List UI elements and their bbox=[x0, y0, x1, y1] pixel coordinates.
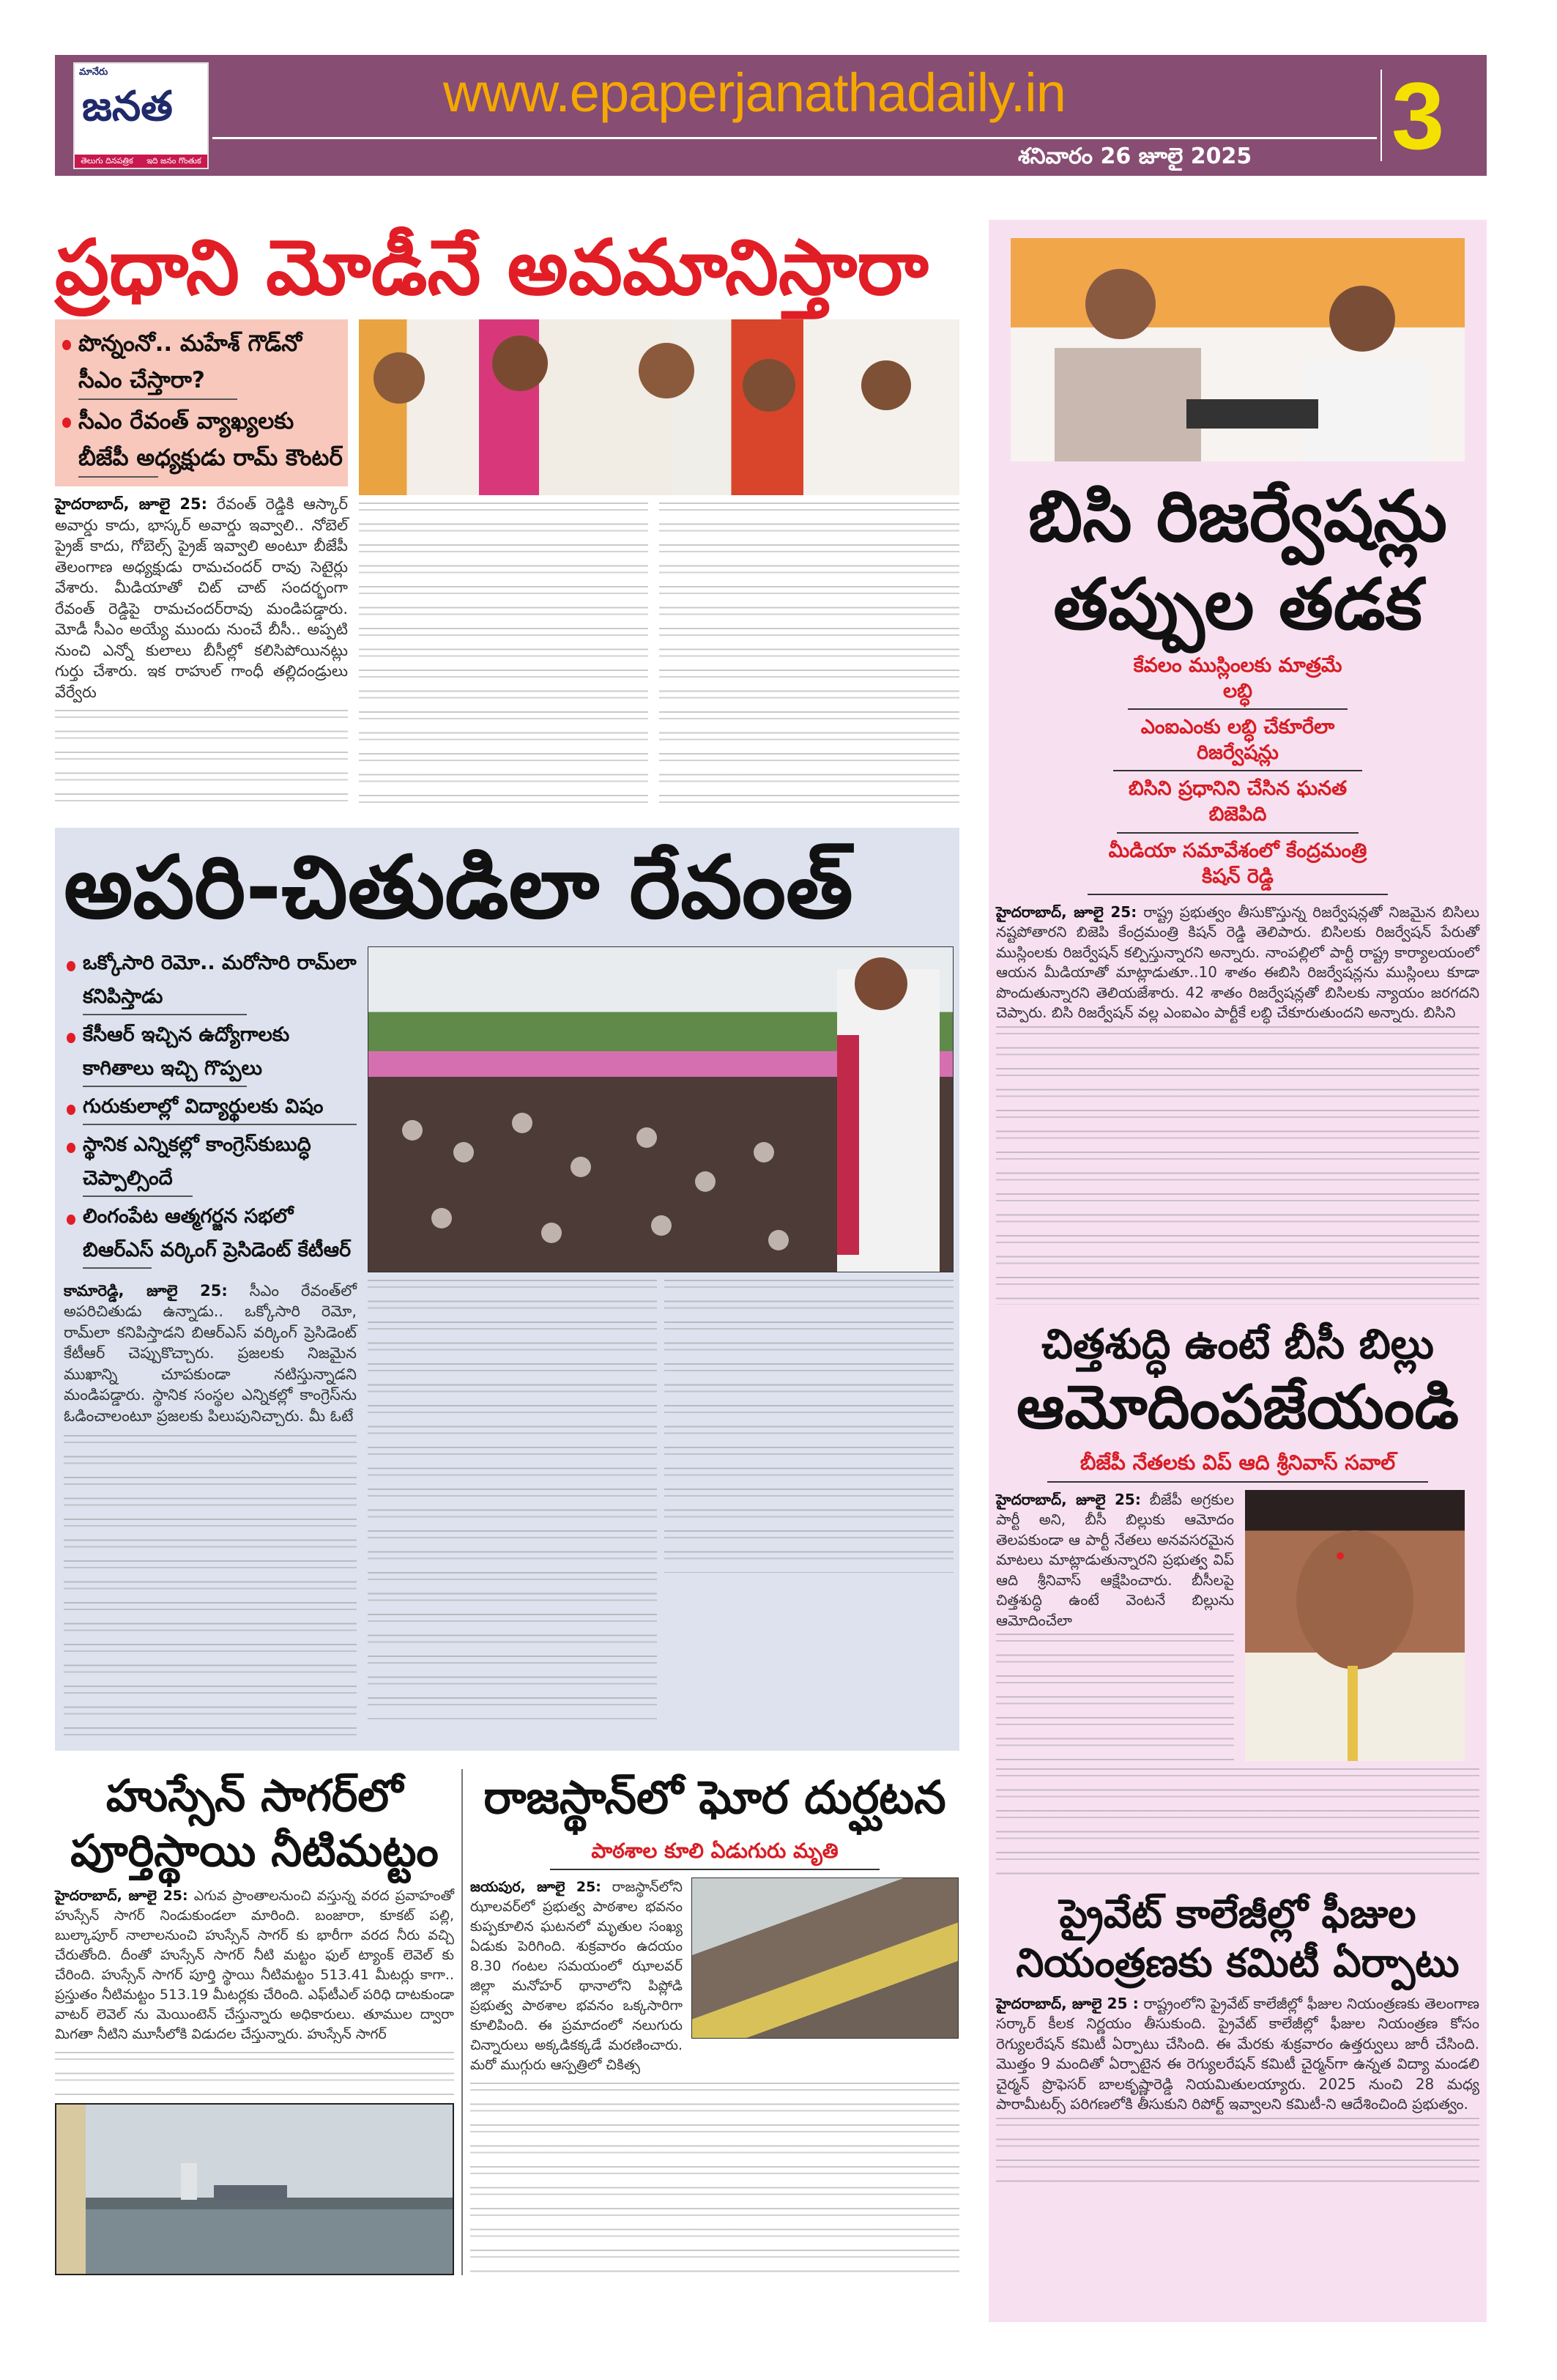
dateline: హైదరాబాద్, జూలై 25: bbox=[55, 495, 208, 513]
story-rajasthan-columns bbox=[470, 1877, 959, 2075]
headline-bc-reservations-1: బిసి రిజర్వేషన్లు bbox=[1028, 475, 1447, 557]
story-modi-columns bbox=[55, 319, 959, 813]
left-area bbox=[55, 220, 959, 2275]
site-url[interactable]: www.epaperjanathadaily.in bbox=[443, 62, 1066, 123]
newspaper-logo bbox=[73, 62, 209, 169]
bullet-item: స్థానిక ఎన్నికల్లో కాంగ్రెస్‌కుబుద్ధి చెప్పాల్సిందే bbox=[64, 1128, 357, 1197]
story-modi-column-1 bbox=[55, 319, 348, 813]
subheadline: కేవలం ముస్లింలకు మాత్రమే లబ్ధి bbox=[1128, 648, 1348, 710]
dateline: హైదరాబాద్, జూలై 25: bbox=[996, 902, 1137, 921]
masthead bbox=[55, 55, 1487, 176]
panel-revanth bbox=[55, 828, 959, 1751]
article-body-column-2 bbox=[359, 503, 648, 813]
photo-buddha-statue bbox=[56, 2105, 454, 2275]
article-text: బీజేపీ అగ్రకుల పార్టీ అని, బీసీ బిల్లుకు ఆమోదం తెలపకుండా ఆ పార్టీ నేతలు అనవసరమైన మాటలు మాట్లాడుతున్నారని ప్రభుత్వ విప్ ఆది శ్రీనివాస్ ఆక్షేపించారు. బీసీలపై చిత్తశుద్ధి ఉంటే వెంటనే బిల్లును ఆమోదించేలా bbox=[996, 1490, 1234, 1629]
article-body-continued bbox=[996, 2118, 1479, 2184]
bullet-box-modi bbox=[55, 319, 348, 486]
subheadline-rajasthan: పాఠశాల కూలి ఏడుగురు మృతి bbox=[550, 1834, 880, 1870]
article-body-private-colleges bbox=[996, 1994, 1479, 2115]
subheadline: బిసిని ప్రధానిని చేసిన ఘనత బిజెపిది bbox=[1117, 771, 1359, 833]
subheadlines-bc-reservations bbox=[996, 648, 1479, 895]
issue-date: శనివారం 26 జూలై 2025 bbox=[1018, 144, 1252, 169]
story-modi-column-2 bbox=[359, 319, 959, 813]
subheadline: మీడియా సమావేశంలో కేంద్రమంత్రి కిషన్ రెడ్డి bbox=[1088, 834, 1388, 895]
article-body-continued bbox=[55, 710, 348, 813]
logo-tagline-left: తెలుగు దినపత్రిక bbox=[81, 156, 133, 166]
headline-bc-bill-2: ఆమోదింపజేయండి bbox=[1017, 1372, 1459, 1442]
article-text: సీఎం రేవంత్‌లో అపరిచితుడు ఉన్నాడు.. ఒక్కోసారి రెమో, రామ్‌లా కనిపిస్తాడని బిఆర్ఎస్ వర్కింగ్ ప్రెసిడెంట్ కేటీఆర్ చెప్పుకొచ్చారు. ప్రజలకు నిజమైన ముఖాన్ని చూపకుండా నటిస్తున్నాడని మండిపడ్డారు. స్థానిక సంస్థల ఎన్నికల్లో కాంగ్రెస్‌ను ఓడించాలంటూ ప్రజలకు పిలుపునిచ్చారు. మీ ఓటే bbox=[64, 1281, 357, 1425]
logo-text: జనత bbox=[82, 83, 173, 130]
photo-ktr-rally bbox=[368, 946, 954, 1272]
dateline: జయపుర, జూలై 25: bbox=[470, 1878, 601, 1895]
photo-crowd-detail bbox=[368, 947, 954, 1272]
article-body-continued bbox=[996, 1768, 1479, 1878]
dateline: కామారెడ్డి, జూలై 25: bbox=[64, 1281, 228, 1300]
bullet-item: లింగంపేట ఆత్మగర్జన సభలో బిఆర్ఎస్ వర్కింగ్ ప్రెసిడెంట్ కేటీఆర్ bbox=[64, 1200, 357, 1269]
article-body-column-3 bbox=[659, 503, 959, 813]
page-number: 3 bbox=[1391, 62, 1445, 169]
bullet-item: సీఎం రేవంత్ వ్యాఖ్యలకు బీజేపీ అధ్యక్షుడు రామ్ కౌంటర్ bbox=[59, 403, 343, 478]
article-body-continued bbox=[470, 2083, 959, 2273]
article-text: రేవంత్ రెడ్డికి ఆస్కార్ అవార్డు కాదు, భాస్కర్ అవార్డు ఇవ్వాలి.. నోబెల్ ప్రైజ్ కాదు, గోబెల్స్ ప్రైజ్ ఇవ్వాలి అంటూ బీజేపీ తెలంగాణ అధ్యక్షుడు రామచందర్ రావు సెటైర్లు వేశారు. మీడియాతో చిట్ చాట్ సందర్భంగా రేవంత్ రెడ్డిపై రామచందర్‌రావు మండిపడ్డారు. మోడీ సీఎం అయ్యే ముందు నుంచే బీసీ.. అప్పటి నుంచి ఎన్నో కులాలు బీసీల్లో కలిసిపోయినట్లు గుర్తు చేశారు. ఇక రాహుల్ గాంధీ తల్లిదండ్రులు వేర్వేరు bbox=[55, 495, 348, 701]
story-modi bbox=[55, 220, 959, 813]
bullet-item: కేసీఆర్ ఇచ్చిన ఉద్యోగాలకు కాగితాలు ఇచ్చి గొప్పలు bbox=[64, 1018, 357, 1087]
subheadline-bc-bill: బీజేపీ నేతలకు విప్ ఆది శ్రీనివాస్ సవాల్ bbox=[1047, 1445, 1428, 1482]
logo-tagline-right: ఇది జనం గొంతుక bbox=[146, 156, 201, 166]
photo-adi-srinivas bbox=[1245, 1490, 1465, 1761]
story-revanth-column-2 bbox=[368, 946, 954, 1744]
headline-rajasthan: రాజస్థాన్‌లో ఘోర దుర్ఘటన bbox=[483, 1771, 946, 1824]
headline-bc-reservations-2: తప్పుల తడక bbox=[1053, 563, 1422, 645]
article-body-bc-bill bbox=[996, 1490, 1234, 1631]
story-bc-bill-column-1 bbox=[996, 1490, 1234, 1761]
headline-private-colleges-2: నియంత్రణకు కమిటీ ఏర్పాటు bbox=[1016, 1940, 1460, 1987]
story-rajasthan bbox=[470, 1769, 959, 2275]
photo-people-silhouettes bbox=[359, 319, 959, 495]
logo-small-text: మానేరు bbox=[79, 67, 108, 78]
photo-portrait bbox=[1245, 1490, 1465, 1761]
article-body-continued bbox=[55, 2052, 454, 2096]
article-body-rajasthan bbox=[470, 1877, 683, 2075]
bullet-list-revanth bbox=[64, 946, 357, 1272]
article-body-continued bbox=[64, 1435, 357, 1743]
masthead-vertical-divider bbox=[1381, 70, 1382, 161]
headline-private-colleges-1: ప్రైవేట్ కాలేజీల్లో ఫీజుల bbox=[1059, 1890, 1416, 1937]
article-body-modi bbox=[55, 494, 348, 702]
article-text: రాజస్థాన్‌లోని ఝాలవర్‌లో ప్రభుత్వ పాఠశాల భవనం కుప్పకూలిన ఘటనలో మృతుల సంఖ్య ఏడుకు పెరిగింది. శుక్రవారం ఉదయం 8.30 గంటల సమయంలో ఝాలవర్ జిల్లా మనోహర్ థానాలోని పిప్లోడి ప్రభుత్వ పాఠశాల భవనం ఒక్కసారిగా కూలిపింది. ఈ ప్రమాదంలో నలుగురు చిన్నారులు అక్కడికక్కడే మరణించారు. మరో ముగ్గురు ఆస్పత్రిలో చికిత్స bbox=[470, 1878, 683, 2073]
article-text: ఎగువ ప్రాంతాలనుంచి వస్తున్న వరద ప్రవాహంతో హుస్సేన్ సాగర్ నిండుకుండలా మారింది. బంజారా, కూకట్ పల్లి, బుల్కాపూర్ నాలాలనుంచి హుస్సేన్ సాగర్ కు భారీగా వరద నీరు వచ్చి చేరుతోంది. దీంతో హుస్సేన్ సాగర్ నీటి మట్టం ఫుల్ ట్యాంక్ లెవెల్ కు చేరింది. హుస్సేన్ సాగర్ పూర్తి స్థాయి నీటిమట్టం 513.41 మీటర్లు కాగా.. ప్రస్తుతం నీటిమట్టం 513.19 మీటర్లకు చేరింది. ఎఫ్‌టీఎల్ పరిధి దాటకుండా వాటర్ లెవెల్ ను మెయింటెన్ చేస్తున్నారు అధికారులు. తూముల ద్వారా మిగతా నీటిని మూసీలోకి విడుదల చేస్తున్నారు. హుస్సేన్ సాగర్ bbox=[55, 1888, 454, 2042]
photo-speakers bbox=[1011, 238, 1465, 461]
article-body-continued bbox=[996, 1634, 1234, 1761]
article-body-column-3 bbox=[664, 1280, 954, 1573]
subheadline: ఎంఐఎంకు లబ్ధి చేకూరేలా రిజర్వేషన్లు bbox=[1113, 710, 1362, 771]
logo-tagline bbox=[75, 155, 207, 168]
bullet-item: ఒక్కోసారి రెమో.. మరోసారి రామ్‌లా కనిపిస్తాడు bbox=[64, 946, 357, 1015]
article-body-revanth bbox=[64, 1280, 357, 1427]
dateline: హైదరాబాద్, జూలై 25: bbox=[55, 1888, 188, 1904]
story-revanth-columns bbox=[64, 946, 952, 1744]
photo-hussain-sagar-lake bbox=[55, 2103, 454, 2275]
story-hussain-sagar bbox=[55, 1769, 454, 2275]
article-text: రాష్ట్ర ప్రభుత్వం తీసుకొస్తున్న రిజర్వేషన్లతో నిజమైన బిసిలు నష్టపోతారని బిజెపి కేంద్రమంత్రి కిషన్ రెడ్డి తెలిపారు. బిసిలకు రిజర్వేషన్ పేరుతో ముస్లింలకు రిజర్వేషన్ కల్పిస్తున్నారని అన్నారు. నాంపల్లిలో పార్టీ రాష్ట్ర కార్యాలయంలో ఆయన మీడియాతో మాట్లాడుతూ..10 శాతం ఈబిసి రిజర్వేషన్లను ముస్లింలు కూడా పొందుతున్నారని తెలియజేశారు. 42 శాతం రిజర్వేషన్లతో బిసిలకు న్యాయం జరగదని చెప్పారు. బిసి రిజర్వేషన్ వల్ల ఎంఐఎం పార్టీకే లబ్ధి చేకూరుతుందని అన్నారు. బిసిని bbox=[996, 902, 1479, 1022]
story-revanth-column-1 bbox=[64, 946, 357, 1744]
column-divider bbox=[461, 1769, 463, 2275]
photo-collapsed-school bbox=[691, 1877, 959, 2039]
article-body-continued bbox=[996, 1026, 1479, 1305]
article-body-column-2 bbox=[368, 1280, 657, 1719]
story-revanth-text-columns bbox=[368, 1280, 954, 1744]
photo-kishan-reddy-press-meet bbox=[1011, 238, 1465, 461]
story-bc-bill-columns bbox=[996, 1490, 1479, 1761]
article-body-bc-reservations bbox=[996, 902, 1479, 1023]
headline-hussain-sagar: హుస్సేన్ సాగర్‌లో పూర్తిస్థాయి నీటిమట్టం bbox=[70, 1771, 439, 1877]
story-modi-text-columns bbox=[359, 503, 959, 813]
bottom-stories bbox=[55, 1769, 959, 2275]
article-body-hussain-sagar bbox=[55, 1886, 454, 2044]
photo-bjp-press-meet bbox=[359, 319, 959, 495]
headline-bc-bill-1: చిత్తశుద్ధి ఉంటే బీసీ బిల్లు bbox=[1041, 1320, 1434, 1368]
bullet-item: గురుకులాల్లో విద్యార్థులకు విషం bbox=[64, 1090, 357, 1125]
headline-revanth: అపరి-చితుడిలా రేవంత్ bbox=[64, 837, 853, 938]
headline-modi: ప్రధాని మోడీనే అవమానిస్తారా bbox=[55, 223, 929, 312]
right-column-panel bbox=[989, 220, 1487, 2322]
article-text: రాష్ట్రంలోని ప్రైవేట్ కాలేజీల్లో ఫీజుల నియంత్రణకు తెలంగాణ సర్కార్ కీలక నిర్ణయం తీసుకుంది. ప్రైవేట్ కాలేజీల్లో ఫీజుల నియంత్రణ కోసం రెగ్యులరేషన్ కమిటీ ఏర్పాటు చేసింది. ఈ మేరకు శుక్రవారం ఉత్తర్వులు జారీ చేసింది. మొత్తం 9 మందితో ఏర్పాటైన ఈ రెగ్యులరేషన్ కమిటీ చైర్మన్‌గా ఉన్నత విద్యా మండలి చైర్మన్ ప్రొఫెసర్ బాలకృష్ణారెడ్డి నియమితులయ్యారు. 2025 నుంచి 28 మధ్య పారామీటర్స్ పరిగణలోకి తీసుకుని రిపోర్ట్ ఇవ్వాలని కమిటీ-ని ఆదేశించింది ప్రభుత్వం. bbox=[996, 1994, 1479, 2113]
bullet-item: పొన్నంనో.. మహేశ్ గౌడ్‌నో సీఎం చేస్తారా? bbox=[59, 325, 343, 400]
dateline: హైదరాబాద్, జూలై 25 : bbox=[996, 1994, 1139, 2012]
masthead-divider bbox=[212, 137, 1377, 139]
bullet-list-modi bbox=[59, 325, 343, 478]
dateline: హైదరాబాద్, జూలై 25: bbox=[996, 1490, 1141, 1508]
